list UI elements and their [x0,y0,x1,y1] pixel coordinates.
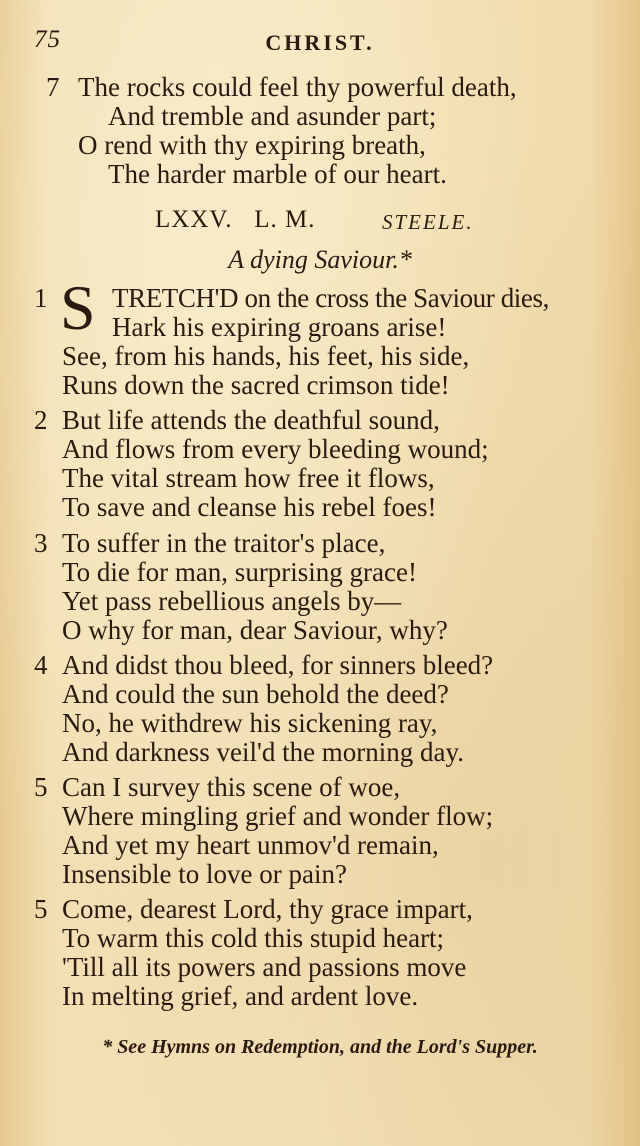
hymn-heading [155,206,315,234]
verse-line: And didst thou bleed, for sinners bleed? [62,650,494,680]
stanza-number: 4 [34,650,48,680]
verse-line: Can I survey this scene of woe, [62,772,401,802]
verse-line: Runs down the sacred crimson tide! [62,370,450,400]
verse-line: To warm this cold this stupid heart; [62,923,445,953]
stanza-number: 1 [34,283,48,313]
verse-line: O why for man, dear Saviour, why? [62,615,448,645]
verse-line: Where mingling grief and wonder flow; [62,801,494,831]
verse-line: TRETCH'D on the cross the Saviour dies, [112,283,549,313]
hymn-meter: L. M. [254,206,316,233]
stanza-number: 2 [34,405,48,435]
verse-line: Hark his expiring groans arise! [112,312,447,342]
verse-line: The harder marble of our heart. [108,159,447,189]
verse-line: And tremble and asunder part; [108,101,437,131]
verse-line: 'Till all its powers and passions move [62,952,467,982]
verse-line: To suffer in the traitor's place, [62,528,386,558]
stanza-number: 3 [34,528,48,558]
verse-line: And darkness veil'd the morning day. [62,737,465,767]
stanza-number: 5 [34,772,48,802]
verse-line: O rend with thy expiring breath, [78,130,426,160]
hymn-author: STEELE. [382,210,474,234]
verse-line: Insensible to love or pain? [62,859,347,889]
verse-line: To save and cleanse his rebel foes! [62,492,437,522]
drop-cap: S [60,272,96,343]
hymn-title: A dying Saviour.* [228,245,412,274]
footnote: * See Hymns on Redemption, and the Lord's Supper. [102,1036,538,1058]
verse-line: And could the sun behold the deed? [62,679,449,709]
hymn-numeral: LXXV. [155,206,233,233]
running-head: CHRIST. [265,30,375,55]
verse-line: But life attends the deathful sound, [62,405,440,435]
verse-line: See, from his hands, his feet, his side, [62,341,470,371]
verse-line: And yet my heart unmov'd remain, [62,830,439,860]
page-number: 75 [34,26,61,53]
verse-line: And flows from every bleeding wound; [62,434,489,464]
verse-line: To die for man, surprising grace! [62,557,417,587]
verse-line: Come, dearest Lord, thy grace impart, [62,894,473,924]
verse-line: No, he withdrew his sickening ray, [62,708,438,738]
verse-line: Yet pass rebellious angels by— [62,586,402,616]
verse-line: The rocks could feel thy powerful death, [78,72,517,102]
verse-line: In melting grief, and ardent love. [62,981,419,1011]
stanza-number: 7 [46,72,60,102]
verse-line: The vital stream how free it flows, [62,463,435,493]
stanza-number: 5 [34,894,48,924]
